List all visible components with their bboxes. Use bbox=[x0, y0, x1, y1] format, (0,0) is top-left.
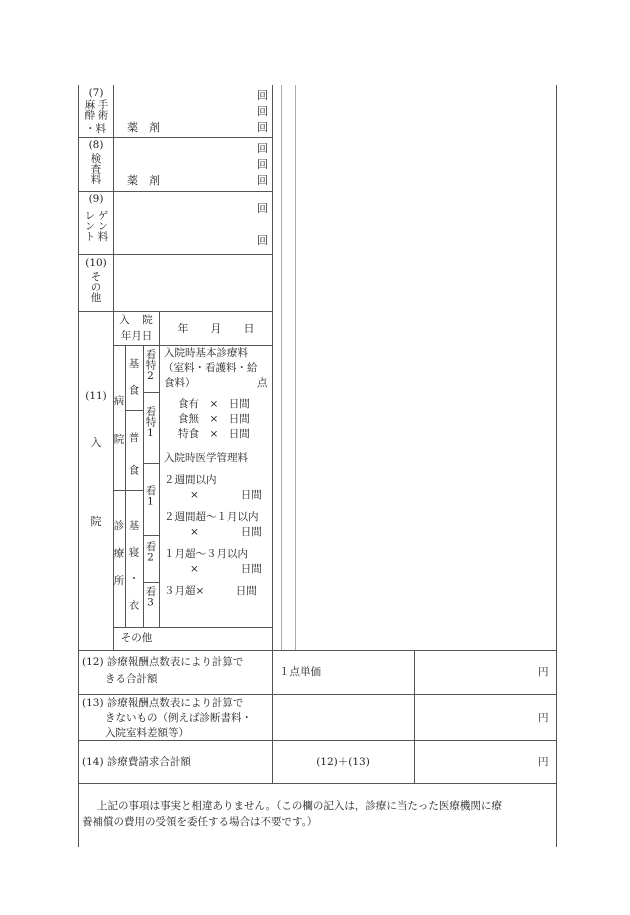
basic-fee-title: 入院時基本診療料 bbox=[164, 347, 248, 359]
row7-label-col2: 麻酔 bbox=[83, 99, 96, 120]
row13-label-line3: 入院室料差額等） bbox=[105, 727, 189, 739]
row8-number: (8) bbox=[88, 139, 104, 151]
row8-label: 検査料 bbox=[89, 153, 102, 185]
admission-date-value: 年 月 日 bbox=[177, 322, 255, 335]
row7-drug-label: 薬 剤 bbox=[127, 121, 160, 134]
row13-label-line1: (13) 診療報酬点数表により計算で bbox=[82, 697, 244, 709]
row12-yen: 円 bbox=[538, 666, 549, 678]
mgmt-fee-title: 入院時医学管理料 bbox=[164, 452, 248, 464]
unit-price-label: １点単価 bbox=[279, 666, 321, 678]
row8-drug-label: 薬 剤 bbox=[127, 174, 160, 187]
admission-date-label-bottom: 年月日 bbox=[120, 330, 153, 342]
row9-label-col2: ゲン料 bbox=[96, 210, 109, 242]
other-label: その他 bbox=[120, 632, 153, 644]
basic-meal-label: 基食 bbox=[127, 358, 140, 411]
period-2-days: × 日間 bbox=[190, 526, 262, 538]
row11-label-bottom: 院 bbox=[90, 515, 102, 528]
basic-fee-detail-1: （室料・看護料・給 bbox=[163, 362, 258, 374]
nurse-3: 看3 bbox=[144, 586, 157, 609]
row14-yen: 円 bbox=[538, 756, 549, 768]
row10-label: その他 bbox=[89, 271, 102, 303]
period-1-3months: １月超～３月以内 bbox=[164, 548, 248, 560]
meal-line-1: 食有 × 日間 bbox=[178, 398, 250, 410]
row9-number: (9) bbox=[88, 193, 104, 205]
regular-meal-label: 普食 bbox=[127, 432, 140, 497]
row13-label-line2: きないもの（例えば診断書料・ bbox=[105, 712, 252, 724]
nurse-1: 看1 bbox=[144, 485, 157, 508]
basic-fee-points: 点 bbox=[257, 377, 268, 389]
period-3-days: × 日間 bbox=[190, 563, 262, 575]
basic-bedding-label: 基寝・衣 bbox=[127, 520, 140, 626]
basic-fee-detail-2: 食料） bbox=[164, 377, 196, 389]
row14-label: (14) 診療費請求合計額 bbox=[82, 756, 191, 768]
row13-yen: 円 bbox=[538, 712, 549, 724]
row9-count-2: 回 bbox=[257, 234, 268, 247]
row7-count-2: 回 bbox=[257, 105, 268, 118]
row12-label-line1: (12) 診療報酬点数表により計算で bbox=[82, 656, 244, 668]
row8-count-1: 回 bbox=[257, 142, 268, 155]
nurse-special-2: 看特2 bbox=[144, 349, 157, 382]
row7-label-suffix: ・料 bbox=[85, 123, 106, 135]
row14-formula: (12)＋(13) bbox=[316, 756, 370, 768]
nurse-special-1: 看特1 bbox=[144, 406, 157, 439]
meal-line-2: 食無 × 日間 bbox=[178, 413, 250, 425]
meal-line-3: 特食 × 日間 bbox=[178, 428, 250, 440]
row7-number: (7) bbox=[88, 87, 104, 99]
footer-line-2: 養補償の費用の受領を委任する場合は不要です。） bbox=[82, 816, 318, 828]
row11-label-top: 入 bbox=[90, 436, 102, 449]
footer-line-1: 上記の事項は事実と相違ありません。（この欄の記入は，診療に当たった医療機関に療 bbox=[97, 800, 502, 812]
row8-count-3: 回 bbox=[257, 174, 268, 187]
period-within-2weeks: ２週間以内 bbox=[164, 474, 217, 486]
row7-count-3: 回 bbox=[257, 121, 268, 134]
clinic-label: 診療所 bbox=[112, 520, 125, 603]
row11-number: (11) bbox=[85, 390, 107, 402]
nurse-2: 看2 bbox=[144, 541, 157, 564]
period-over-3months: ３月超× 日間 bbox=[164, 585, 257, 597]
row12-label-line2: きる合計額 bbox=[105, 673, 158, 685]
period-1-days: × 日間 bbox=[190, 489, 262, 501]
period-2weeks-1month: ２週間超～１月以内 bbox=[164, 511, 259, 523]
row9-count-1: 回 bbox=[257, 202, 268, 215]
row7-count-1: 回 bbox=[257, 89, 268, 102]
row8-count-2: 回 bbox=[257, 158, 268, 171]
hospital-label: 病院 bbox=[112, 395, 125, 472]
row9-label-col1: レント bbox=[83, 210, 96, 242]
admission-date-label-top: 入 院 bbox=[119, 314, 154, 326]
row10-number: (10) bbox=[85, 257, 107, 269]
row7-label-col1: 手術 bbox=[96, 99, 109, 120]
